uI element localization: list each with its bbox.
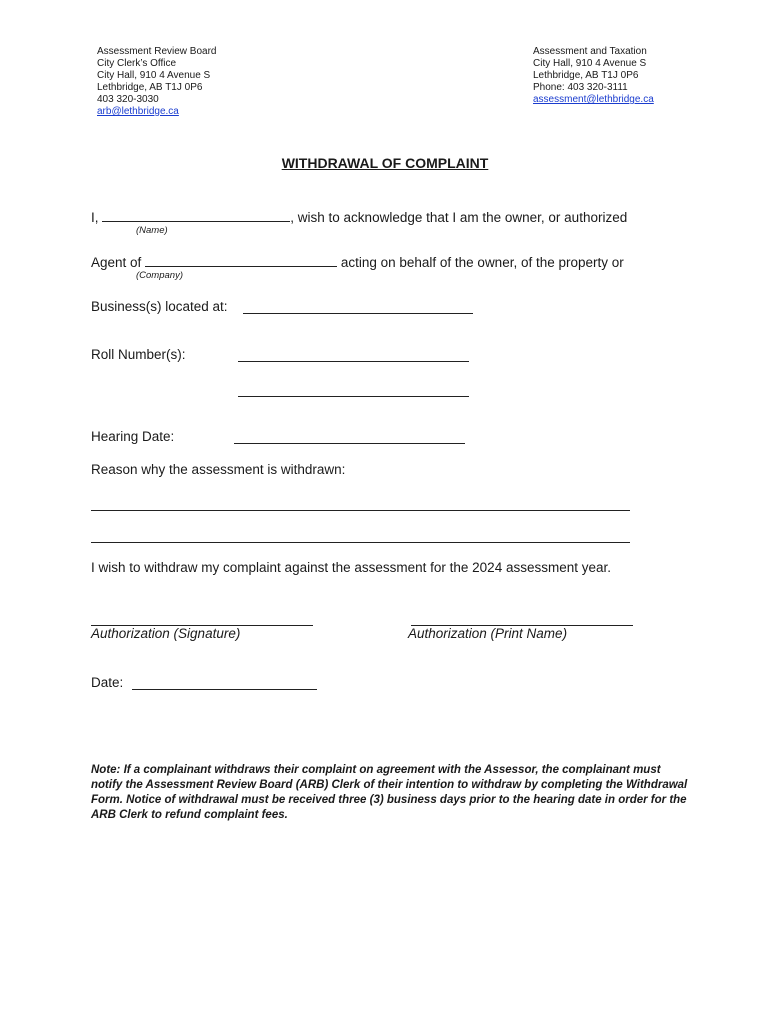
reason-field-2[interactable] [91,530,630,543]
arb-address-block [97,46,217,118]
arb-address-line: Assessment Review Board [97,46,217,57]
form-title-text: WITHDRAWAL OF COMPLAINT [281,155,489,171]
assessment-email-link[interactable]: assessment@lethbridge.ca [533,94,654,105]
arb-address-line: City Clerk’s Office [97,58,177,69]
print-name-label: Authorization (Print Name) [408,626,568,641]
assessment-address-block [533,46,654,106]
agent-prefix: Agent of [91,255,142,270]
date-field[interactable] [132,677,317,690]
arb-address-line: Lethbridge, AB T1J 0P6 [97,82,203,93]
arb-address-line: City Hall, 910 4 Avenue S [97,70,211,81]
agent-row [91,254,624,270]
roll-label: Roll Number(s): [91,347,186,362]
assessment-address-line: City Hall, 910 4 Avenue S [533,58,647,69]
name-row [91,209,627,225]
reason-field-1[interactable] [91,498,630,511]
business-field[interactable] [243,301,473,314]
name-hint: (Name) [136,225,168,236]
roll-number-field-1[interactable] [238,349,469,362]
company-hint: (Company) [136,270,183,281]
signature-label: Authorization (Signature) [91,626,241,641]
assessment-address-line: Phone: 403 320-3111 [533,82,628,93]
hearing-label: Hearing Date: [91,429,175,444]
company-field[interactable] [145,254,337,267]
reason-label: Reason why the assessment is withdrawn: [91,462,346,477]
assessment-address-line: Lethbridge, AB T1J 0P6 [533,70,639,81]
name-prefix: I, [91,210,99,225]
assessment-address-line: Assessment and Taxation [533,46,647,57]
arb-email-link[interactable]: arb@lethbridge.ca [97,106,179,117]
roll-number-field-2[interactable] [238,384,469,397]
hearing-date-field[interactable] [234,431,465,444]
name-suffix: , wish to acknowledge that I am the owner, or authorized [290,210,628,225]
withdrawal-note: Note: If a complainant withdraws their complaint on agreement with the Assessor, the complainant must notify the Assessment Review Board (ARB) Clerk of their intention to withdraw by completing the Withdrawal Form. Notice of withdrawal must be received three (3) business days prior to the hearing date in order for the ARB Clerk to refund complaint fees. [91,764,688,821]
signature-field[interactable] [91,613,313,626]
business-label: Business(s) located at: [91,299,228,314]
arb-address-line: 403 320-3030 [97,94,159,105]
agent-suffix: acting on behalf of the owner, of the property or [340,255,624,270]
withdrawal-statement: I wish to withdraw my complaint against the assessment for the 2024 assessment year. [91,560,611,575]
print-name-field[interactable] [411,613,633,626]
date-label: Date: [91,675,124,690]
name-field[interactable] [102,209,290,222]
form-title [0,155,770,171]
